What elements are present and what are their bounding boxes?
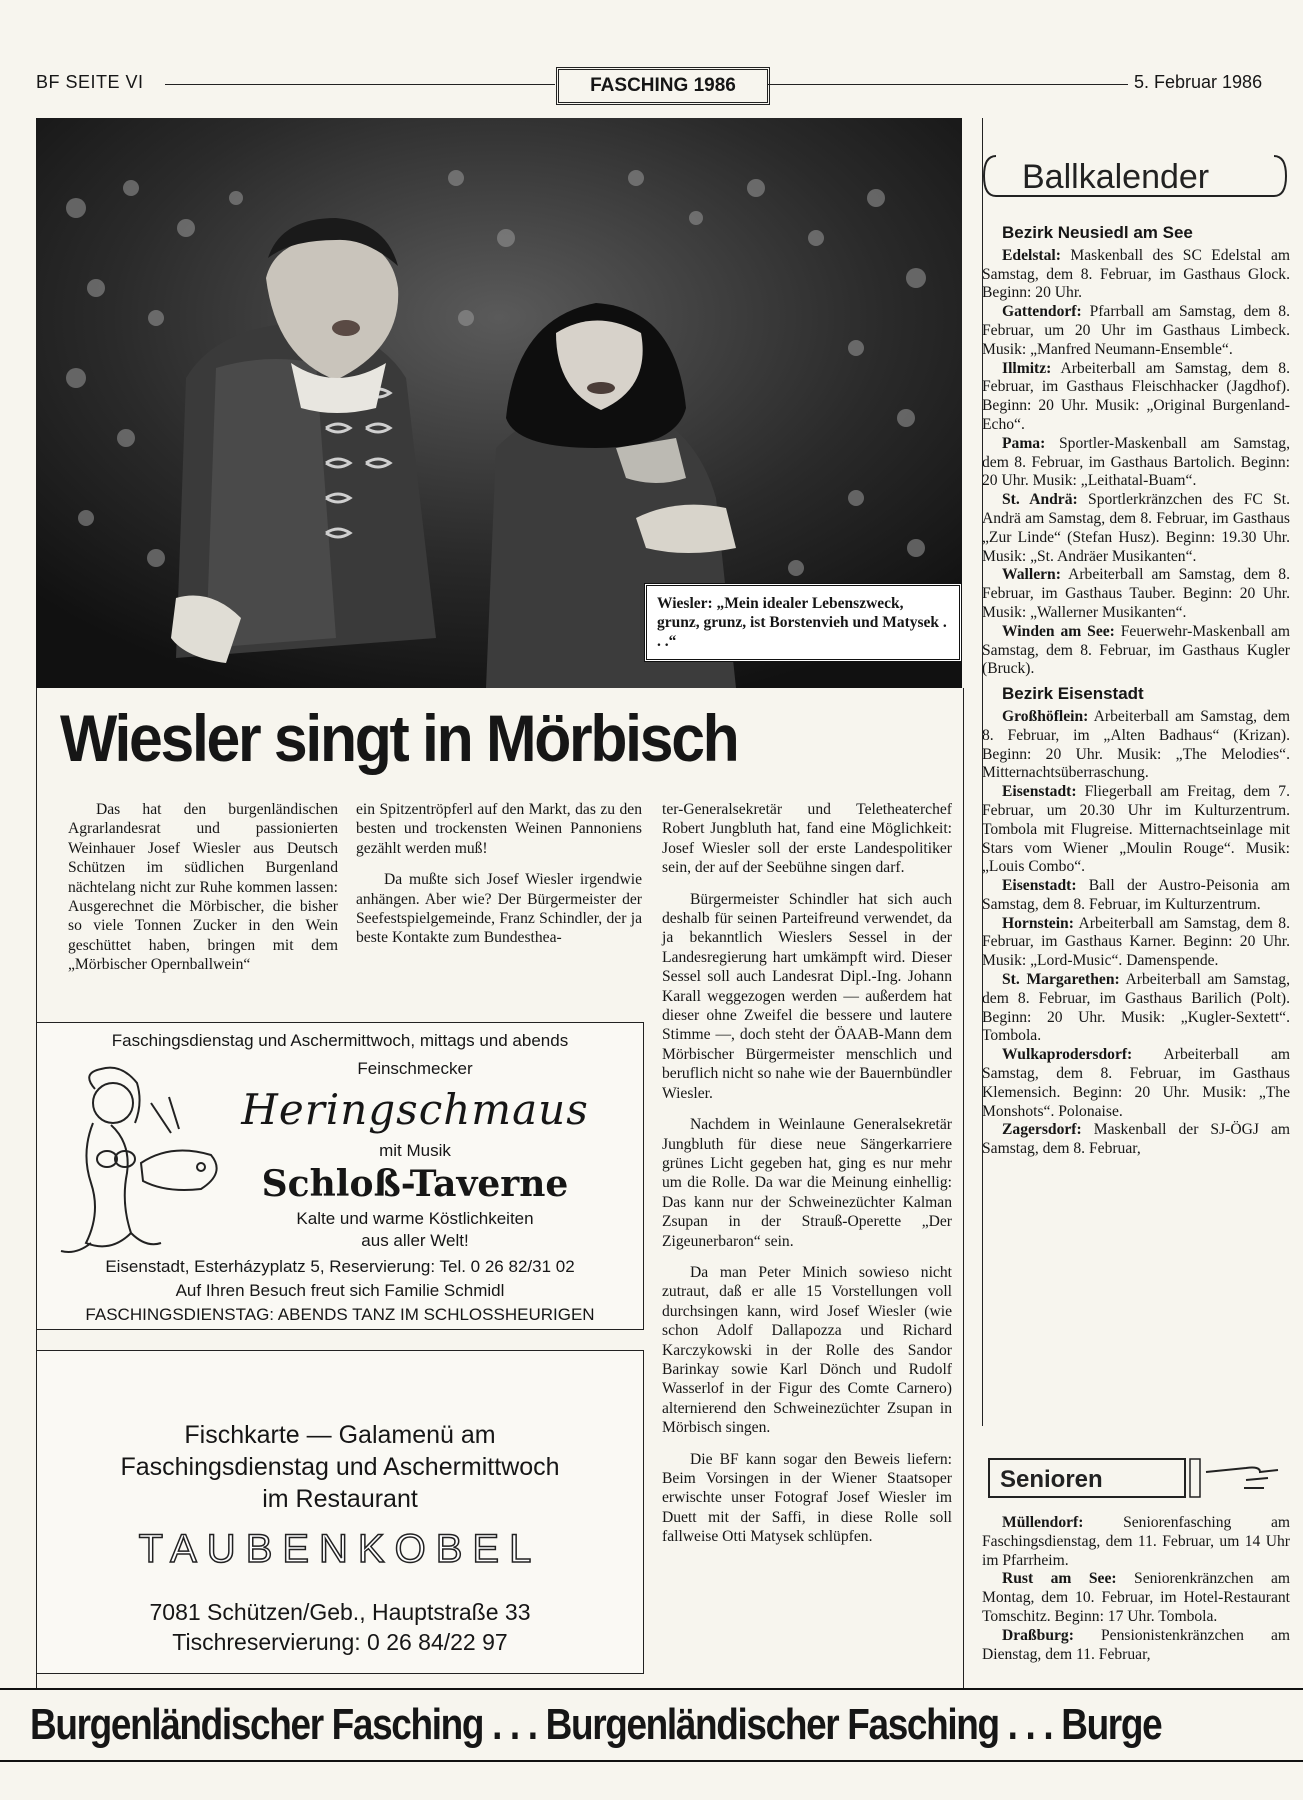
ball-entry: Hornstein: Arbeiterball am Samstag, dem 8. Februar, im Gasthaus Karner. Beginn: 20 Uhr. Musik: „Lord-Music“. Damenspende. [982,914,1290,970]
ad-line: Fischkarte — Galamenü am [184,1421,496,1449]
senior-entry: Müllendorf: Seniorenfasching am Faschingsdienstag, dem 11. Februar, um 14 Uhr im Pfarrheim. [982,1514,1290,1569]
section-title: FASCHING 1986 [556,67,770,105]
ballkalender-title-text: Ballkalender [1022,158,1210,196]
photo-caption: Wiesler: „Mein idealer Lebenszweck, grunz, grunz, ist Borstenvieh und Matysek . . .“ [644,583,962,662]
paragraph: Bürgermeister Schindler hat sich auch deshalb für seinen Parteifreund verwendet, da ja bekanntlich Wieslers Sessel in der Landesregierung hart umkämpft wird. Dieser Sessel soll auch Landesrat Dipl.-Ing. Johann Karall weggezogen werden — außerdem hat dieser ohne Zweifel die bessere und lautere Stimme —, doch steht der ÖAAB-Mann dem Mörbischer Bürgermeister menschlich und beruflich nicht so nahe wie der Bauernbündler Wiesler. [662,890,952,1102]
ball-entry: Wulkaprodersdorf: Arbeiterball am Samstag, dem 8. Februar, im Gasthaus Klemensich. Beginn: 20 Uhr. Musik: „The Monshots“. Polonaise. [982,1046,1290,1120]
ad-line: FASCHINGSDIENSTAG: ABENDS TANZ IM SCHLOSSHEURIGEN [85,1305,595,1324]
footer-rule-bottom [0,1760,1303,1762]
ad-line: Faschingsdienstag und Aschermittwoch [120,1453,560,1481]
header-rule-right [768,84,1128,85]
senioren-title [988,1458,1288,1498]
paragraph: Nachdem in Weinlaune Generalsekretär Jungbluth für diese neue Sängerkarriere grünes Licht gegeben hat, ging es nur mehr um die Rolle. Da war die Meinung einhellig: Das kann nur der Schweinezüchter Kalman Zsupan in der Strauß-Operette „Der Zigeunerbaron“ sein. [662,1116,952,1250]
senioren-title-text: Senioren [1000,1466,1103,1493]
mermaid-illustration [51,1063,241,1263]
ballkalender-title [982,150,1290,202]
ball-entry: Winden am See: Feuerwehr-Maskenball am Samstag, dem 8. Februar, im Gasthaus Kugler (Bruck). [982,622,1290,678]
paragraph: Das hat den burgenländischen Agrarlandesrat und passionierten Weinhauer Josef Wiesler aus Deutsch Schützen im südlichen Burgenland nächtelang nicht zur Ruhe kommen lassen: Ausgerechnet die Mörbischer, die bisher so viele Tonnen Zucker in den Wein geschüttet haben, bringen mit dem „Mörbischer Opernballwein“ [68,801,338,974]
pointing-hand-icon [1206,1468,1278,1489]
footer-banner: Burgenländischer Fasching . . . Burgenländischer Fasching . . . Burge [30,1700,1162,1749]
article-column-3 [662,800,952,1559]
ad-line: Kalte und warme Köstlichkeiten [296,1209,534,1228]
article-column-2 [356,800,642,960]
advertisement-taubenkobel [36,1350,644,1674]
ball-entry: Edelstal: Maskenball des SC Edelstal am Samstag, dem 8. Februar, im Gasthaus Glock. Beginn: 20 Uhr. [982,246,1290,302]
paragraph: Da mußte sich Josef Wiesler irgendwie anhängen. Aber wie? Der Bürgermeister der Seefestspielgemeinde, Franz Schindler, der ja beste Kontakte zum Bundesthea- [356,871,642,947]
ball-entry: Pama: Sportler-Maskenball am Samstag, dem 8. Februar, im Gasthaus Bartolich. Beginn: 20 Uhr. Musik: „Leithatal-Buam“. [982,434,1290,490]
ad-line: mit Musik [379,1141,451,1160]
paragraph: Die BF kann sogar den Beweis liefern: Beim Vorsingen in der Wiener Staatsoper erwischte unser Fotograf Josef Wiesler im Duett mit der Saffi, in diese Rolle soll fallweise Otti Matysek schlüpfen. [662,1450,952,1546]
advertisement-schloss-taverne [36,1022,644,1330]
ad-address: 7081 Schützen/Geb., Hauptstraße 33 [149,1599,531,1625]
ad-phone: Tischreservierung: 0 26 84/22 97 [172,1629,508,1655]
senior-entry: Draßburg: Pensionistenkränzchen am Dienstag, dem 11. Februar, [982,1626,1290,1663]
ad-line: im Restaurant [262,1485,418,1513]
ball-entry: St. Margarethen: Arbeiterball am Samstag, dem 8. Februar, im Gasthaus Barilich (Polt). Beginn: 20 Uhr. Musik: „Kugler-Sextett“. Tombola. [982,971,1290,1045]
ad-line: aus aller Welt! [361,1231,469,1250]
article-headline: Wiesler singt in Mörbisch [60,701,738,775]
ad-brand: Schloß-Taverne [261,1163,569,1205]
ballkalender-list [982,224,1290,1159]
ball-entry: St. Andrä: Sportlerkränzchen des FC St. Andrä am Samstag, dem 8. Februar, im Gasthaus „Zur Linde“ (Stefan Husz). Beginn: 19.30 Uhr. Musik: „St. Andräer Musikanten“. [982,491,1290,565]
paragraph: ein Spitzentröpferl auf den Markt, das zu den besten und trockensten Weinen Pannoniens gezählt werden muß! [356,801,642,857]
ball-entry: Eisenstadt: Ball der Austro-Peisonia am Samstag, dem 8. Februar, im Kulturzentrum. [982,877,1290,913]
senioren-list [982,1514,1290,1664]
page-number: BF SEITE VI [36,72,144,92]
header-rule-left [165,84,555,85]
ball-entry: Wallern: Arbeiterball am Samstag, dem 8. Februar, im Gasthaus Tauber. Beginn: 20 Uhr. Musik: „Wallerner Musikanten“. [982,566,1290,621]
ball-entry: Zagersdorf: Maskenball der SJ-ÖGJ am Samstag, dem 8. Februar, [982,1121,1290,1158]
paragraph: Da man Peter Minich sowieso nicht zutraut, daß er alle 15 Vorstellungen voll durchsingen kann, wird Josef Wiesler (wie schon Adolf Dallapozza und Richard Karczykowski in der Rolle des Sandor Barinkay sowie Karl Dönch und Rudolf Wasserlof in der Figur des Comte Carnero) alternierend den Schweinezüchter Zsupan in Mörbisch singen. [662,1263,952,1437]
ad-brand: TAUBENKOBEL [138,1527,542,1571]
ball-entry: Eisenstadt: Fliegerball am Freitag, dem 7. Februar, um 20.30 Uhr im Kulturzentrum. Tombola mit Flugreise. Mitternachtseinlage mit Stars vom Wiener „Moulin Rouge“. Musik: „Louis Combo“. [982,783,1290,876]
ball-entry: Illmitz: Arbeiterball am Samstag, dem 8. Februar, im Gasthaus Fleischhacker (Jagdhof). Beginn: 20 Uhr. Musik: „Original Burgenland-Echo“. [982,359,1290,433]
article-column-1 [68,800,338,987]
ad-address: Eisenstadt, Esterházyplatz 5, Reservierung: Tel. 0 26 82/31 02 [105,1257,575,1276]
senior-entry: Rust am See: Seniorenkränzchen am Montag, dem 10. Februar, im Hotel-Restaurant Tomschitz. Beginn: 17 Uhr. Tombola. [982,1570,1290,1625]
ad-line: Faschingsdienstag und Aschermittwoch, mittags und abends [111,1031,569,1050]
ad-script-title: Heringschmaus [241,1085,589,1134]
footer-rule-top [0,1688,1303,1690]
issue-date: 5. Februar 1986 [1134,72,1263,92]
paragraph: ter-Generalsekretär und Teletheaterchef Robert Jungbluth hat, fand eine Möglichkeit: Josef Wiesler soll der erste Landespolitiker sein, der auf der Seebühne singen darf. [662,801,952,877]
district-heading: Bezirk Neusiedl am See [1002,223,1193,242]
ball-entry: Gattendorf: Pfarrball am Samstag, dem 8. Februar, um 20 Uhr im Gasthaus Limbeck. Musik: „Manfred Neumann-Ensemble“. [982,303,1290,358]
ad-line: Feinschmecker [357,1059,473,1078]
district-heading: Bezirk Eisenstadt [1002,684,1144,704]
ad-line: Auf Ihren Besuch freut sich Familie Schmidl [175,1281,505,1300]
ball-entry: Großhöflein: Arbeiterball am Samstag, dem 8. Februar, im „Alten Badhaus“ (Krizan). Beginn: 20 Uhr. Musik: „The Melodies“. Mitternachtsüberraschung. [982,707,1290,782]
